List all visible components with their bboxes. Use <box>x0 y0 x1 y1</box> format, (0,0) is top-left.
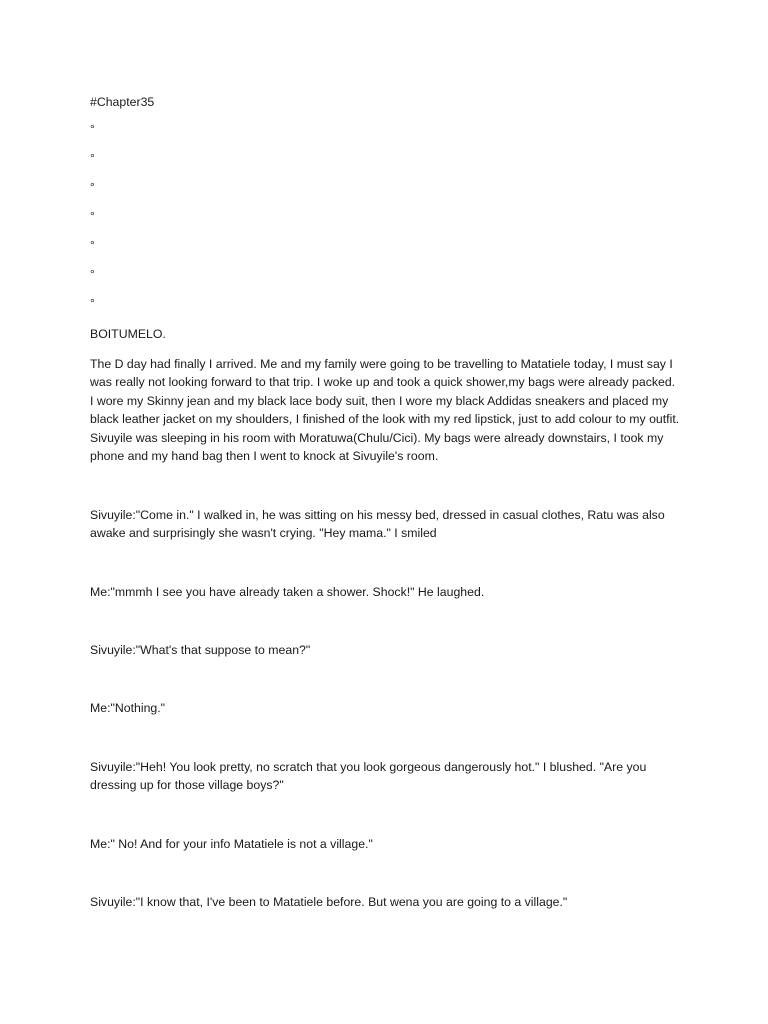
separator-mark: ° <box>90 296 95 310</box>
separator-mark: ° <box>90 209 95 223</box>
dialogue-paragraph: Me:"Nothing." <box>90 701 166 715</box>
dialogue-paragraph: Me:"mmmh I see you have already taken a shower. Shock!" He laughed. <box>90 585 485 599</box>
separator-mark: ° <box>90 238 95 252</box>
story-paragraph: The D day had finally I arrived. Me and my family were going to be travelling to Matatiele today, I must say I was really not looking forward to that trip. I woke up and took a quick shower,my bags were already packed. I wore my Skinny jean and my black lace body suit, then I wore my black Addidas sneakers and placed my black leather jacket on my shoulders, I finished of the look with my red lipstick, just to add colour to my outfit. Sivuyile was sleeping in his room with Moratuwa(Chulu/Cici). My bags were already downstairs, I took my phone and my hand bag then I went to knock at Sivuyile's room. <box>90 357 680 464</box>
dialogue-paragraph: Me:" No! And for your info Matatiele is not a village." <box>90 837 373 851</box>
dialogue-paragraph: Sivuyile:"Heh! You look pretty, no scratch that you look gorgeous dangerously hot." I blushed. "Are you dressing up for those village boys?" <box>90 760 647 793</box>
separator-mark: ° <box>90 267 95 281</box>
separator-mark: ° <box>90 180 95 194</box>
dialogue-paragraph: Sivuyile:"What's that suppose to mean?" <box>90 643 311 657</box>
separator-mark: ° <box>90 151 95 165</box>
dialogue-paragraph: Sivuyile:"I know that, I've been to Matatiele before. But wena you are going to a village." <box>90 895 568 909</box>
dialogue-paragraph: Sivuyile:"Come in." I walked in, he was sitting on his messy bed, dressed in casual clothes, Ratu was also awake and surprisingly she wasn't crying. "Hey mama." I smiled <box>90 508 665 541</box>
separator-mark: ° <box>90 122 95 136</box>
narrator-heading: BOITUMELO. <box>90 327 166 341</box>
chapter-title: #Chapter35 <box>90 95 155 109</box>
